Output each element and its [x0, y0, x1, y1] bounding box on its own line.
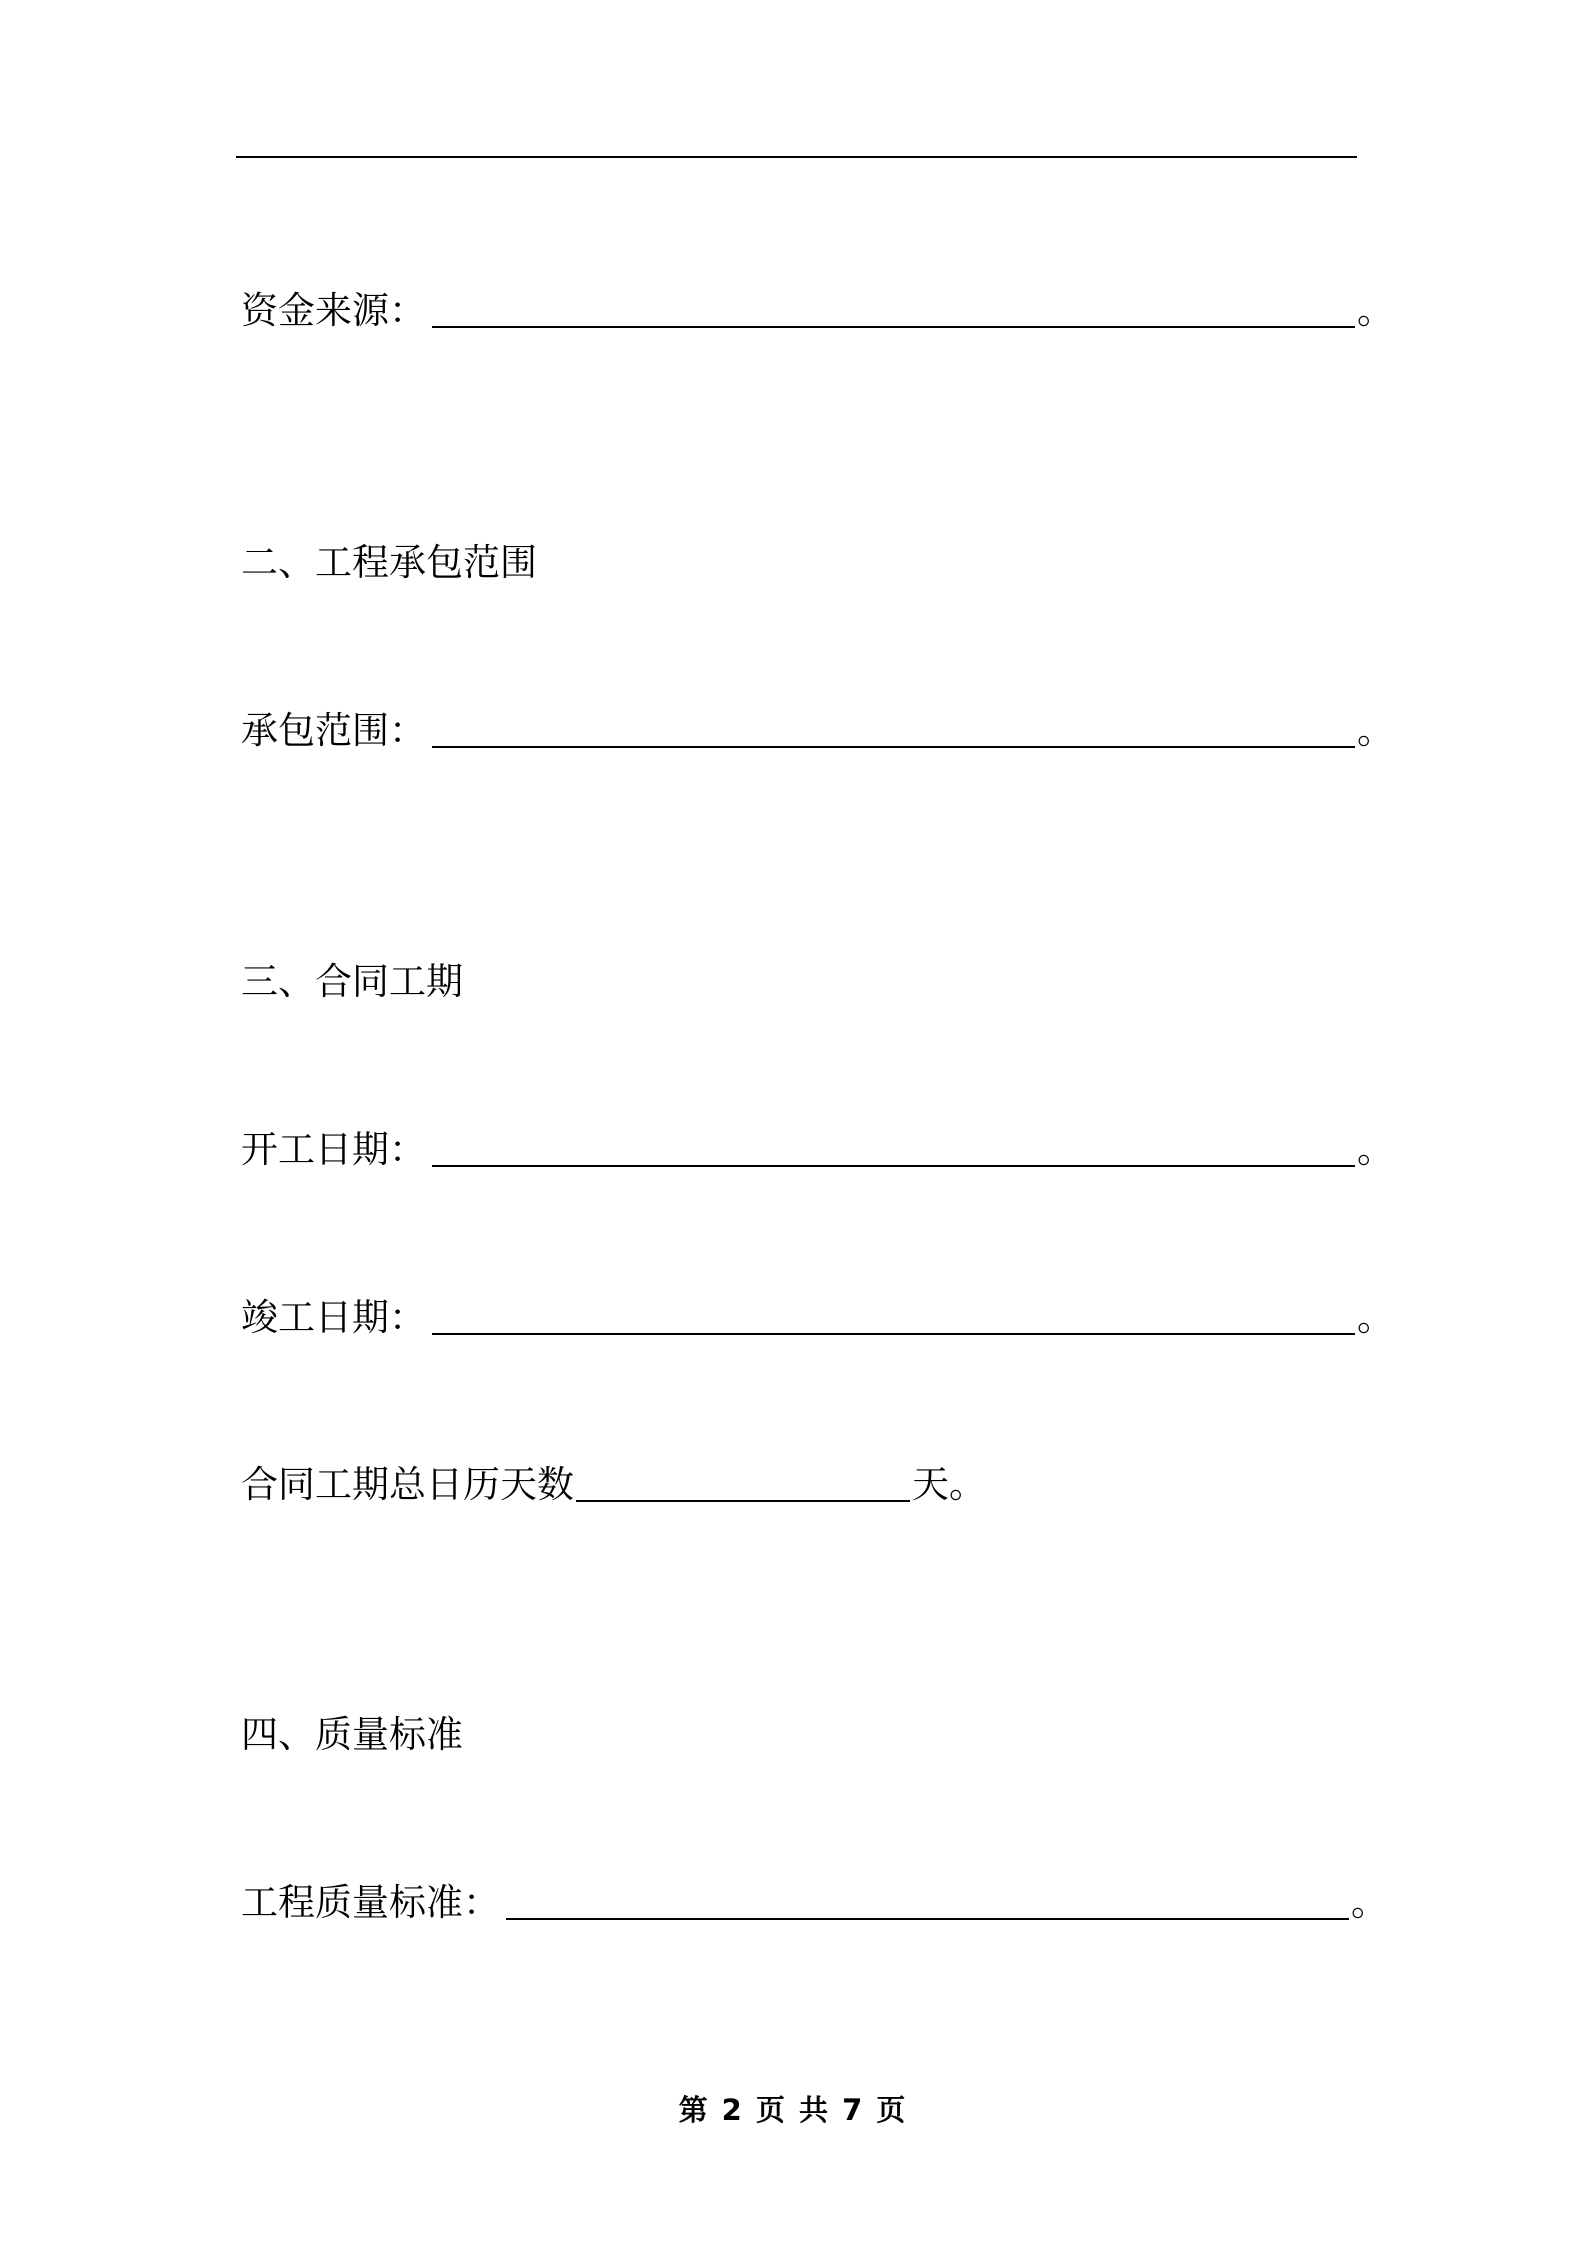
funding-source-blank[interactable] — [432, 292, 1355, 328]
funding-source-label: 资金来源： — [241, 289, 426, 332]
total-days-end: 天。 — [912, 1463, 986, 1506]
start-date-blank[interactable] — [432, 1131, 1355, 1167]
total-days-blank[interactable] — [576, 1466, 910, 1502]
completion-date-blank[interactable] — [432, 1299, 1355, 1335]
scope-end: 。 — [1357, 709, 1394, 752]
completion-date-line — [241, 1291, 1394, 1345]
scope-line — [241, 704, 1394, 758]
start-date-label: 开工日期： — [241, 1128, 426, 1171]
scope-label: 承包范围： — [241, 709, 426, 752]
funding-source-end: 。 — [1357, 289, 1394, 332]
quality-standard-line — [241, 1876, 1388, 1930]
quality-standard-end: 。 — [1351, 1881, 1388, 1924]
start-date-end: 。 — [1357, 1128, 1394, 1171]
header-rule — [236, 156, 1357, 158]
completion-date-end: 。 — [1357, 1296, 1394, 1339]
quality-standard-blank[interactable] — [506, 1884, 1349, 1920]
total-days-line — [241, 1458, 986, 1512]
funding-source-line — [241, 284, 1394, 338]
total-days-label: 合同工期总日历天数 — [241, 1463, 574, 1506]
section-2-heading: 二、工程承包范围 — [241, 541, 537, 584]
start-date-line — [241, 1123, 1394, 1177]
completion-date-label: 竣工日期： — [241, 1296, 426, 1339]
scope-blank[interactable] — [432, 712, 1355, 748]
quality-standard-label: 工程质量标准： — [241, 1881, 500, 1924]
section-3-heading: 三、合同工期 — [241, 960, 463, 1003]
section-4-heading: 四、质量标准 — [241, 1713, 463, 1756]
page-indicator: 第 2 页 共 7 页 — [678, 2093, 908, 2127]
